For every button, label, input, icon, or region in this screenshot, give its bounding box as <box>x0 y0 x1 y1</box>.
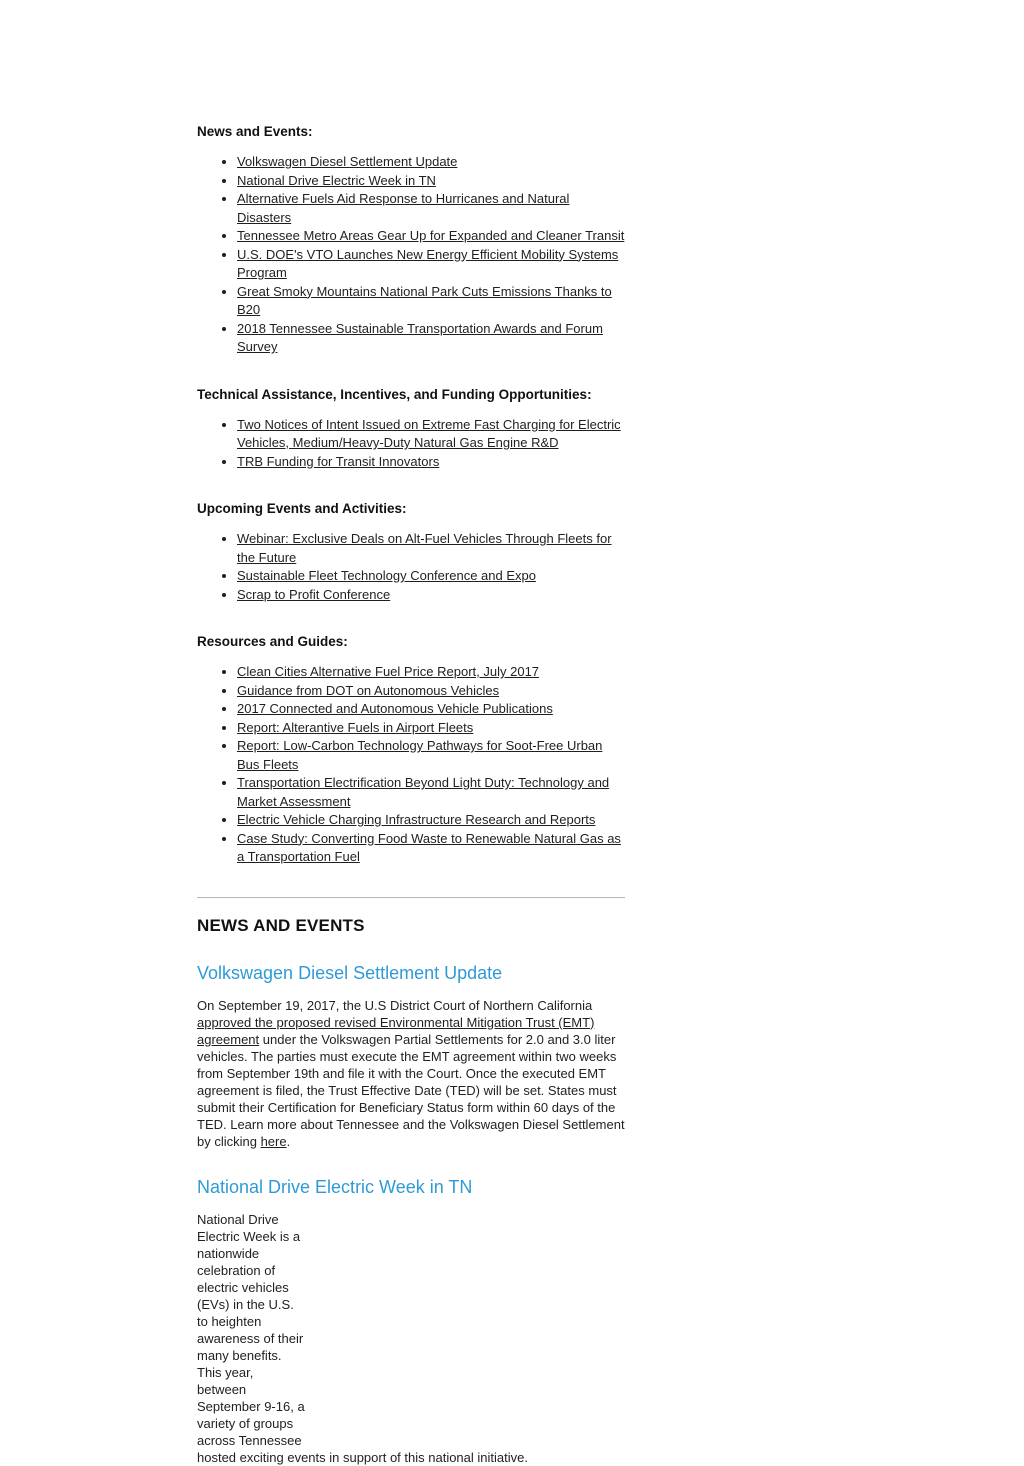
toc-link[interactable]: Clean Cities Alternative Fuel Price Report, July 2017 <box>237 664 540 679</box>
text-segment: On September 19, 2017, the U.S District Court of Northern California <box>197 997 593 1013</box>
toc-item <box>237 453 625 472</box>
toc-link[interactable]: Guidance from DOT on Autonomous Vehicles <box>237 682 500 698</box>
toc-link[interactable]: Alternative Fuels Aid Response to Hurricanes and Natural Disasters <box>237 191 570 225</box>
articles-container <box>197 962 625 1466</box>
toc-item <box>237 190 625 227</box>
toc-link[interactable]: Volkswagen Diesel Settlement Update <box>237 154 458 169</box>
toc-item <box>237 416 625 453</box>
text-segment: National Drive Electric Week is a nationwide celebration of electric vehicles (EVs) in the U.S. to heighten awareness of their many benefits. This year, between September 9-16, a variety of groups across Tennessee hosted exciting events in support of this national initiative. <box>197 1211 528 1465</box>
toc-link[interactable]: Sustainable Fleet Technology Conference and Expo <box>237 568 536 583</box>
toc-item <box>237 153 625 172</box>
toc-item <box>237 567 625 586</box>
article-paragraph <box>197 1211 625 1466</box>
toc-link[interactable]: U.S. DOE's VTO Launches New Energy Efficient Mobility Systems Program <box>237 246 619 280</box>
toc-link[interactable]: Report: Low-Carbon Technology Pathways for Soot-Free Urban Bus Fleets <box>237 738 603 772</box>
article-title: National Drive Electric Week in TN <box>197 1176 473 1197</box>
toc-item <box>237 227 625 246</box>
toc-item <box>237 682 625 701</box>
toc-section-heading: Resources and Guides: <box>197 634 348 649</box>
toc-item <box>237 663 625 682</box>
toc-item <box>237 246 625 283</box>
article <box>197 1176 625 1466</box>
toc-item <box>237 320 625 357</box>
toc-link[interactable]: Great Smoky Mountains National Park Cuts Emissions Thanks to B20 <box>237 283 612 317</box>
toc-section-heading: Technical Assistance, Incentives, and Funding Opportunities: <box>197 386 592 402</box>
toc-item <box>237 700 625 719</box>
inline-link[interactable]: approved the proposed revised Environmental Mitigation Trust (EMT) agreement <box>197 1014 595 1047</box>
toc-section-heading: News and Events: <box>197 124 313 139</box>
article-image-placeholder <box>320 1211 625 1441</box>
toc-link[interactable]: Scrap to Profit Conference <box>237 586 391 602</box>
article-paragraph <box>197 997 625 1150</box>
toc-item <box>237 719 625 738</box>
toc-link[interactable]: Transportation Electrification Beyond Light Duty: Technology and Market Assessment <box>237 775 610 809</box>
inline-link[interactable]: here <box>260 1133 287 1149</box>
text-segment: under the Volkswagen Partial Settlements for 2.0 and 3.0 liter vehicles. The parties must execute the EMT agreement within two weeks from September 19th and file it with the Court. Once the executed EMT agreement is filed, the Trust Effective Date (TED) will be set. States must submit their Certification for Beneficiary Status form within 60 days of the TED. Learn more about Tennessee and the Volkswagen Diesel Settlement by clicking <box>197 1031 625 1149</box>
toc-list <box>197 416 625 472</box>
toc-link[interactable]: 2018 Tennessee Sustainable Transportation Awards and Forum Survey <box>237 320 603 354</box>
toc-item <box>237 283 625 320</box>
toc-link[interactable]: Tennessee Metro Areas Gear Up for Expanded and Cleaner Transit <box>237 228 625 243</box>
toc-item <box>237 172 625 191</box>
news-events-section-title: NEWS AND EVENTS <box>197 915 365 935</box>
toc-link[interactable]: Case Study: Converting Food Waste to Renewable Natural Gas as a Transportation Fuel <box>237 830 621 864</box>
toc-item <box>237 530 625 567</box>
toc-item <box>237 774 625 811</box>
toc-link[interactable]: National Drive Electric Week in TN <box>237 172 436 188</box>
text-segment: . <box>286 1133 291 1149</box>
toc-link[interactable]: Electric Vehicle Charging Infrastructure Research and Reports <box>237 812 596 827</box>
toc-item <box>237 586 625 605</box>
toc-section-heading: Upcoming Events and Activities: <box>197 501 407 516</box>
toc-list <box>197 663 625 867</box>
section-divider <box>197 897 625 898</box>
toc-list <box>197 530 625 604</box>
toc-item <box>237 811 625 830</box>
toc-link[interactable]: TRB Funding for Transit Innovators <box>237 453 440 469</box>
article-title: Volkswagen Diesel Settlement Update <box>197 962 503 983</box>
toc-link[interactable]: Report: Alterantive Fuels in Airport Fleets <box>237 719 474 735</box>
toc-link[interactable]: Webinar: Exclusive Deals on Alt-Fuel Vehicles Through Fleets for the Future <box>237 531 612 565</box>
toc-item <box>237 737 625 774</box>
table-of-contents <box>197 124 625 867</box>
article <box>197 962 625 1150</box>
toc-item <box>237 830 625 867</box>
toc-link[interactable]: 2017 Connected and Autonomous Vehicle Publications <box>237 701 553 716</box>
toc-link[interactable]: Two Notices of Intent Issued on Extreme Fast Charging for Electric Vehicles, Medium/Heavy-Duty Natural Gas Engine R&D <box>237 416 621 450</box>
toc-list <box>197 153 625 357</box>
